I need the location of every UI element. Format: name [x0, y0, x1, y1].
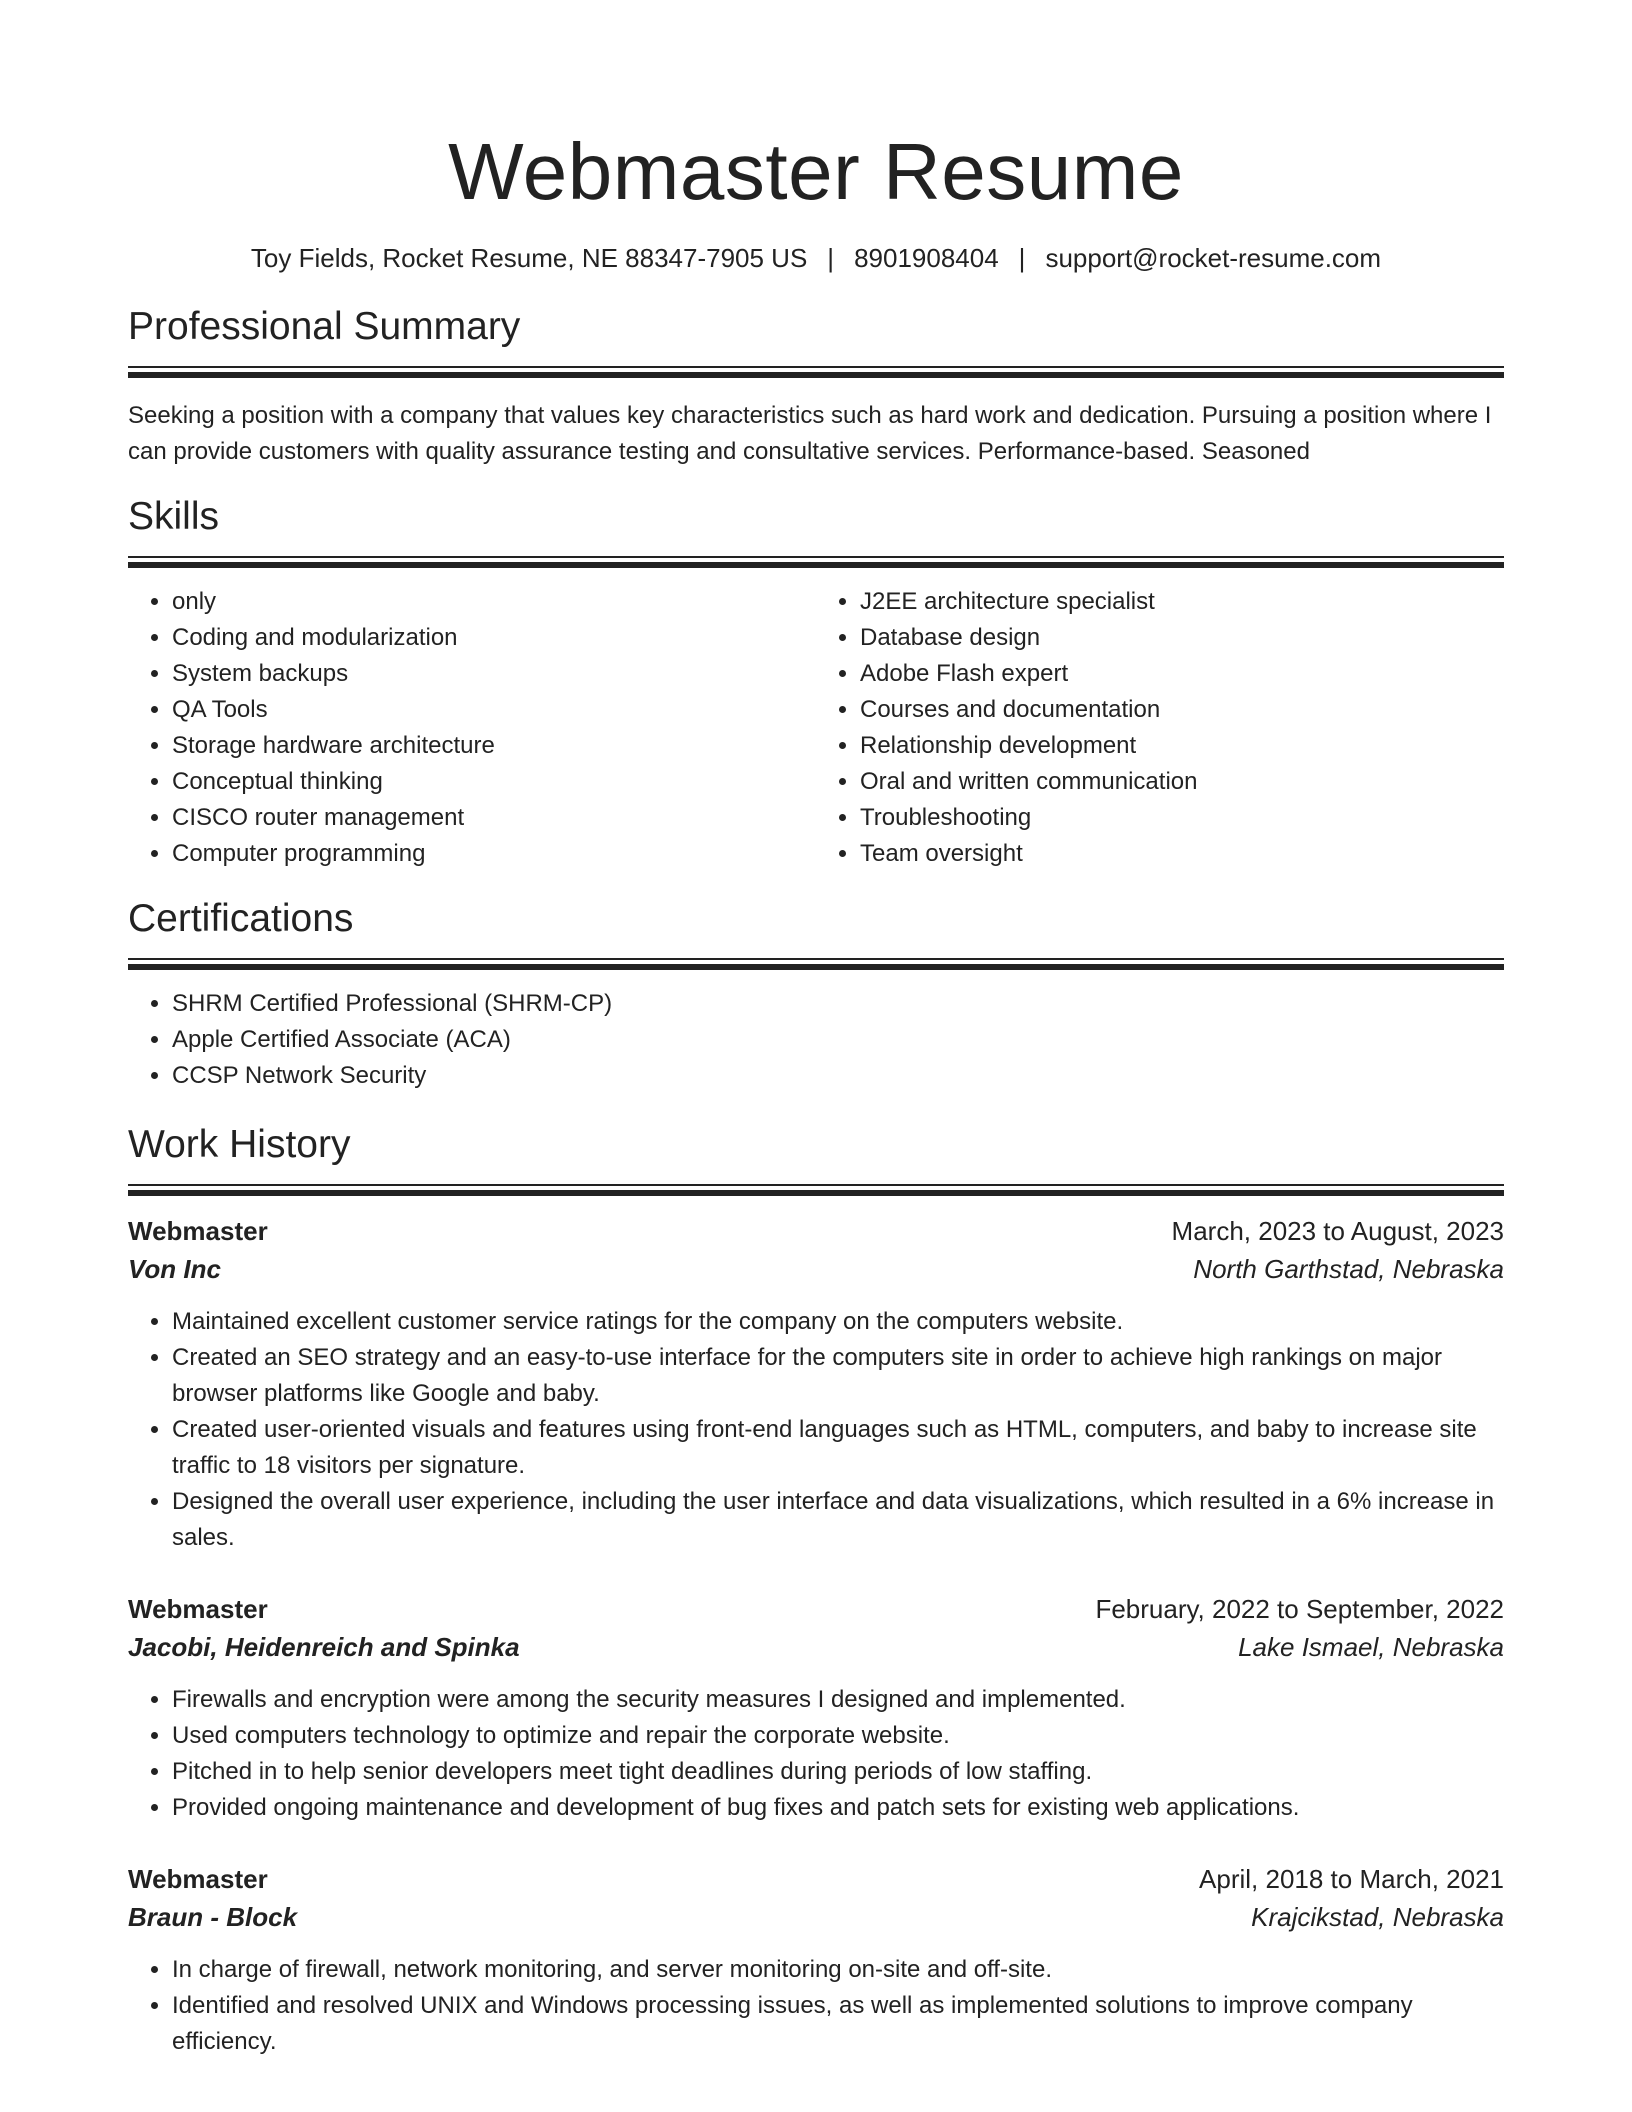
skill-item: • Troubleshooting	[860, 800, 1504, 836]
job-bullet: • Identified and resolved UNIX and Windows processing issues, as well as implemented solutions to improve company efficiency.	[172, 1988, 1504, 2060]
section-divider	[128, 556, 1504, 566]
job-title: Webmaster	[128, 1594, 268, 1624]
skill-item: • Oral and written communication	[860, 764, 1504, 800]
skill-item: • Adobe Flash expert	[860, 656, 1504, 692]
job-dates: April, 2018 to March, 2021	[1199, 1864, 1504, 1894]
job-bullets	[128, 1952, 1504, 2060]
page-title: Webmaster Resume	[448, 127, 1184, 216]
job-title: Webmaster	[128, 1864, 268, 1894]
job-company-row	[128, 1250, 1504, 1288]
job-header-row	[128, 1590, 1504, 1628]
job-header-row	[128, 1212, 1504, 1250]
contact-separator: |	[827, 243, 835, 273]
section-heading-skills: Skills	[128, 495, 220, 538]
job-bullet: • In charge of firewall, network monitoring, and server monitoring on-site and off-site.	[172, 1952, 1504, 1988]
skill-item: • Conceptual thinking	[172, 764, 816, 800]
job-location: North Garthstad, Nebraska	[1193, 1254, 1504, 1284]
skills-list-right	[816, 584, 1504, 872]
job-bullets	[128, 1682, 1504, 1826]
job-bullet: • Created an SEO strategy and an easy-to-use interface for the computers site in order to achieve high rankings on major browser platforms like Google and baby.	[172, 1340, 1504, 1412]
skill-item: • Team oversight	[860, 836, 1504, 872]
contact-address: Toy Fields, Rocket Resume, NE 88347-7905 US	[250, 243, 808, 273]
job-bullet: • Maintained excellent customer service ratings for the company on the computers website.	[172, 1304, 1504, 1340]
job-bullet: • Firewalls and encryption were among the security measures I designed and implemented.	[172, 1682, 1504, 1718]
contact-email[interactable]: support@rocket-resume.com	[1045, 243, 1382, 273]
work-history-section	[128, 1122, 1504, 2060]
skill-item: • QA Tools	[172, 692, 816, 728]
job-entry	[128, 1860, 1504, 2060]
skill-item: • System backups	[172, 656, 816, 692]
certification-item: • Apple Certified Associate (ACA)	[172, 1022, 1504, 1058]
skills-section	[128, 494, 1504, 872]
job-entry	[128, 1212, 1504, 1556]
job-dates: March, 2023 to August, 2023	[1171, 1216, 1504, 1246]
section-heading-certifications: Certifications	[128, 897, 354, 940]
jobs-container	[128, 1212, 1504, 2060]
section-heading-summary: Professional Summary	[128, 305, 521, 348]
job-company: Jacobi, Heidenreich and Spinka	[128, 1632, 520, 1662]
job-bullet: • Created user-oriented visuals and features using front-end languages such as HTML, computers, and baby to increase site traffic to 18 visitors per signature.	[172, 1412, 1504, 1484]
job-company: Braun - Block	[128, 1902, 298, 1932]
section-divider	[128, 366, 1504, 376]
certification-item: • SHRM Certified Professional (SHRM-CP)	[172, 986, 1504, 1022]
certifications-list	[128, 986, 1504, 1094]
skill-item: • Relationship development	[860, 728, 1504, 764]
job-company: Von Inc	[128, 1254, 221, 1284]
skill-item: • Database design	[860, 620, 1504, 656]
certifications-section	[128, 896, 1504, 1094]
job-bullet: • Used computers technology to optimize and repair the corporate website.	[172, 1718, 1504, 1754]
job-entry	[128, 1590, 1504, 1826]
job-company-row	[128, 1898, 1504, 1936]
job-bullets	[128, 1304, 1504, 1556]
skill-item: • Coding and modularization	[172, 620, 816, 656]
job-dates: February, 2022 to September, 2022	[1095, 1594, 1504, 1624]
contact-phone: 8901908404	[854, 243, 999, 273]
skills-list-left	[128, 584, 816, 872]
skill-item: • CISCO router management	[172, 800, 816, 836]
job-bullet: • Provided ongoing maintenance and development of bug fixes and patch sets for existing web applications.	[172, 1790, 1504, 1826]
section-divider	[128, 1184, 1504, 1194]
job-bullet: • Designed the overall user experience, including the user interface and data visualizations, which resulted in a 6% increase in sales.	[172, 1484, 1504, 1556]
job-header-row	[128, 1860, 1504, 1898]
job-company-row	[128, 1628, 1504, 1666]
certification-item: • CCSP Network Security	[172, 1058, 1504, 1094]
skill-item: • Storage hardware architecture	[172, 728, 816, 764]
skill-item: • only	[172, 584, 816, 620]
job-bullet: • Pitched in to help senior developers meet tight deadlines during periods of low staffing.	[172, 1754, 1504, 1790]
job-title: Webmaster	[128, 1216, 268, 1246]
section-heading-work-history: Work History	[128, 1123, 351, 1166]
summary-text: Seeking a position with a company that values key characteristics such as hard work and dedication. Pursuing a position where I can provide customers with quality assurance testing and consultative services. Performance-based. Seasoned	[128, 402, 1492, 465]
skill-item: • Courses and documentation	[860, 692, 1504, 728]
job-location: Lake Ismael, Nebraska	[1238, 1632, 1504, 1662]
job-location: Krajcikstad, Nebraska	[1251, 1902, 1504, 1932]
skills-columns	[128, 584, 1504, 872]
skill-item: • Computer programming	[172, 836, 816, 872]
section-divider	[128, 958, 1504, 968]
contact-separator: |	[1018, 243, 1026, 273]
summary-section	[128, 304, 1504, 470]
skill-item: • J2EE architecture specialist	[860, 584, 1504, 620]
contact-line	[128, 240, 1504, 276]
